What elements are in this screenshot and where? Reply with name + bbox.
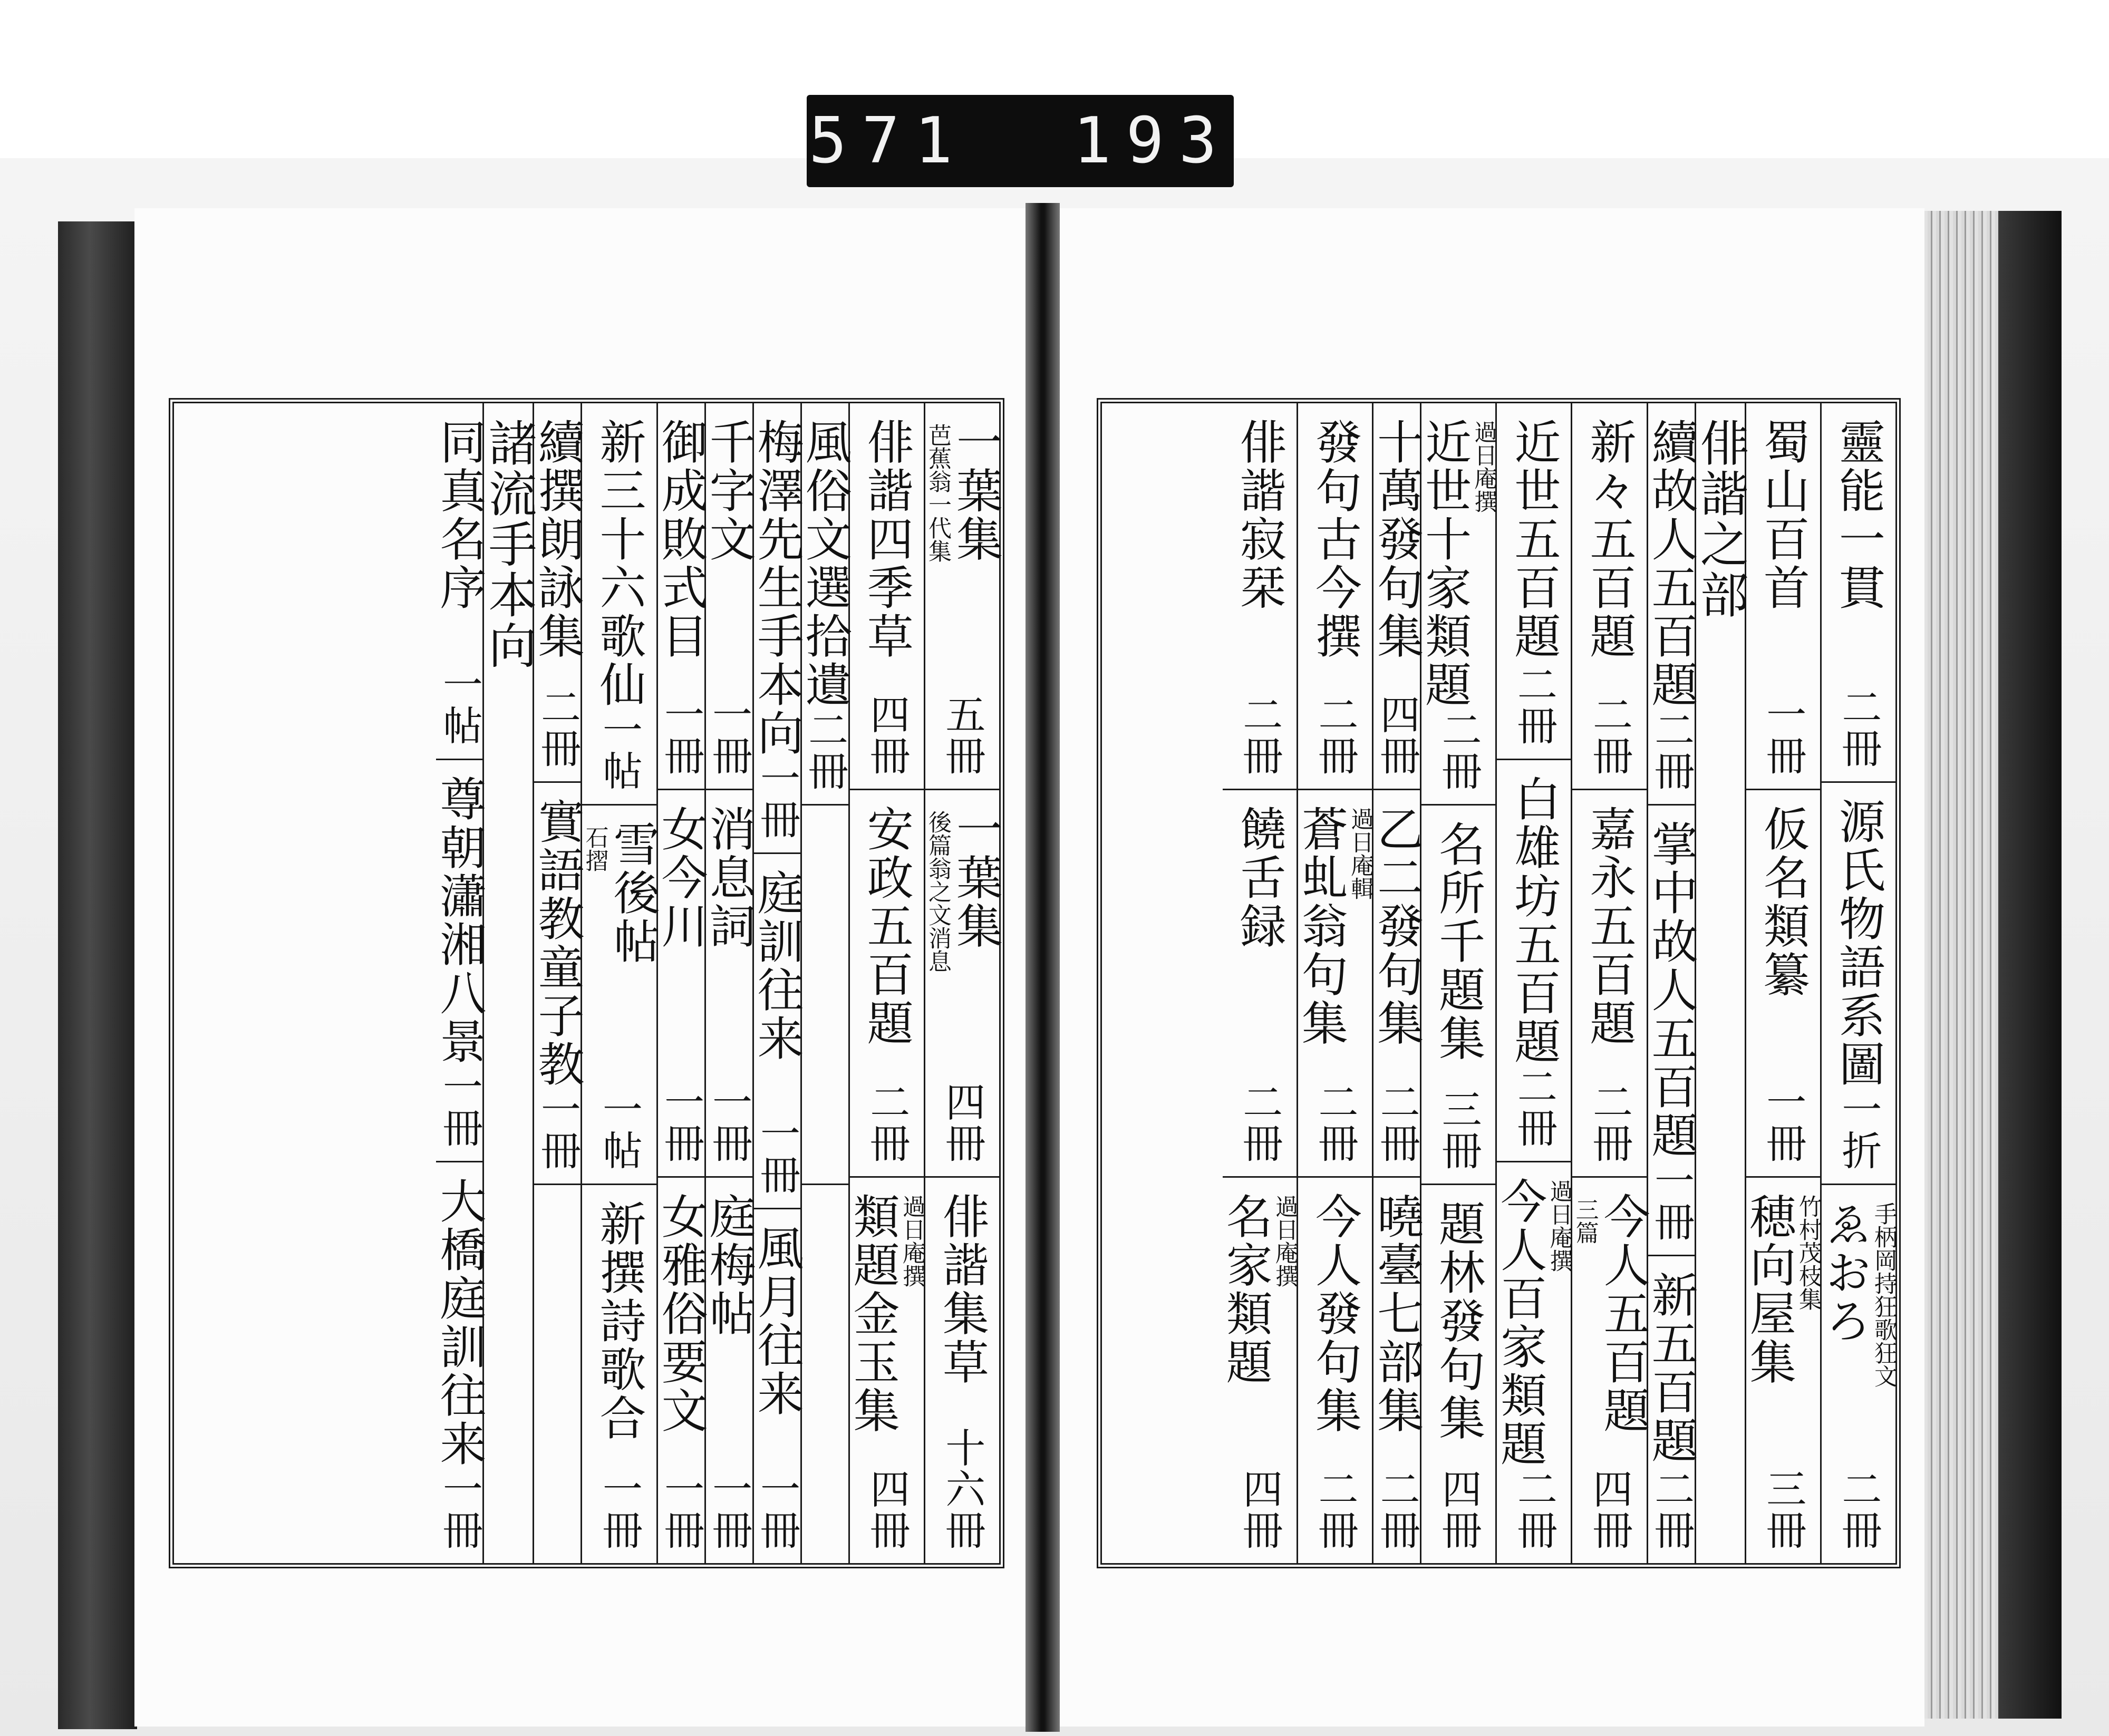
book-title: 名所千題集	[1431, 820, 1486, 1063]
volume-count: 一冊	[1759, 1081, 1807, 1163]
book-title: 庭訓往来	[750, 869, 805, 1063]
catalog-entry-cell	[654, 1178, 709, 1563]
volume-count: 二冊	[1511, 1066, 1558, 1148]
catalog-column	[750, 403, 805, 1563]
book-title: 穂向屋集	[1742, 1192, 1797, 1386]
book-title: 蒼虬翁句集	[1294, 805, 1349, 1048]
book-title: 俳諧四季草	[859, 418, 914, 661]
entry-compiler-note: 過日庵撰	[1545, 1179, 1573, 1272]
volume-count: 二冊	[1435, 709, 1483, 791]
catalog-entry-cell	[1572, 790, 1646, 1177]
catalog-entry	[432, 418, 487, 612]
catalog-entry	[1644, 418, 1699, 709]
catalog-entry-cell	[925, 1178, 999, 1563]
catalog-entry	[1431, 820, 1486, 1063]
catalog-entry-cell	[432, 403, 487, 760]
catalog-entry	[480, 418, 537, 671]
book-title-annotation: 後篇翁之文消息	[924, 810, 951, 973]
volume-count: 十六冊	[939, 1427, 986, 1550]
catalog-entry	[750, 1224, 805, 1418]
catalog-entry	[581, 820, 661, 966]
volume-count: 一帖	[596, 1089, 643, 1171]
catalog-entry-cell	[530, 783, 585, 1185]
volume-count: 二冊	[1835, 1468, 1882, 1550]
book-title: 類題金玉集	[846, 1192, 901, 1435]
book-title: 實語教童子教	[530, 798, 585, 1089]
book-title: 女雅俗要文	[654, 1192, 709, 1435]
catalog-entry-cell	[654, 790, 709, 1177]
catalog-entry	[1582, 418, 1637, 661]
catalog-entry-cell	[534, 1185, 581, 1563]
book-title: 乙二發句集	[1370, 805, 1425, 1048]
catalog-entry	[1831, 418, 1886, 612]
catalog-entry	[1418, 418, 1497, 709]
book-title: 今人百家類題	[1493, 1177, 1548, 1468]
catalog-entry	[1507, 775, 1562, 1066]
catalog-entry-cell	[1223, 790, 1297, 1177]
catalog-entry-cell	[582, 403, 656, 806]
book-title: 新々五百題	[1582, 418, 1637, 661]
book-title: 俳諧集草	[935, 1192, 990, 1386]
catalog-entry-cell	[1370, 1178, 1425, 1563]
catalog-entry-cell	[1421, 806, 1495, 1185]
book-title: 千字文	[702, 418, 757, 564]
volume-count: 二冊	[1236, 694, 1283, 777]
catalog-entry-cell	[924, 790, 1003, 1177]
catalog-column	[848, 403, 924, 1563]
section-heading: 俳諧之部	[1692, 418, 1749, 620]
volume-count: 一冊	[705, 1468, 753, 1550]
volume-count: 二冊	[801, 709, 849, 791]
catalog-entry	[654, 805, 709, 951]
catalog-entry	[1308, 1192, 1362, 1435]
catalog-entry	[530, 798, 585, 1089]
volume-count: 一冊	[753, 1468, 801, 1550]
volume-count: 二冊	[1373, 1081, 1421, 1163]
catalog-entry	[750, 869, 805, 1063]
catalog-entry-cell	[1817, 1185, 1897, 1563]
book-title: 大橋庭訓往来	[432, 1177, 487, 1468]
book-title: 尊朝瀟湘八景	[432, 775, 487, 1066]
catalog-entry-cell	[850, 403, 924, 790]
catalog-entry-cell	[1644, 403, 1699, 806]
book-title: 源氏物語系圖	[1831, 798, 1886, 1089]
volume-count: 一冊	[1759, 694, 1807, 777]
catalog-column	[1294, 403, 1374, 1563]
catalog-entry	[1582, 805, 1637, 1048]
catalog-entry-cell	[1223, 403, 1297, 790]
volume-count: 一冊	[1648, 1160, 1695, 1242]
catalog-entry	[1644, 1271, 1699, 1465]
entry-compiler-note: 竹村茂枝集	[1794, 1194, 1822, 1311]
book-title: 今人發句集	[1308, 1192, 1362, 1435]
book-title-annotation: 石摺	[581, 826, 608, 872]
volume-count: 一冊	[753, 758, 801, 840]
volume-count: 二冊	[863, 1081, 911, 1163]
catalog-entry-cell	[581, 806, 661, 1185]
catalog-entry	[654, 1192, 709, 1435]
catalog-entry	[432, 775, 487, 1066]
entry-compiler-note: 過日庵撰	[898, 1194, 925, 1287]
book-title: 雪後帖	[606, 820, 661, 966]
catalog-column	[702, 403, 757, 1563]
book-cover-left-edge	[58, 221, 137, 1729]
catalog-entry	[654, 418, 709, 661]
catalog-entry-cell	[702, 403, 757, 790]
catalog-entry	[1692, 418, 1749, 620]
book-title: 安政五百題	[859, 805, 914, 1048]
section-heading-cell	[1692, 403, 1749, 1563]
catalog-grid-right-page	[1097, 398, 1901, 1568]
catalog-entry	[702, 805, 757, 951]
catalog-column	[1218, 403, 1298, 1563]
catalog-entry-cell	[1418, 403, 1497, 806]
book-title: 新三十六歌仙	[592, 418, 647, 709]
book-title: 續故人五百題	[1644, 418, 1699, 709]
book-title: 蜀山百首	[1756, 418, 1811, 612]
catalog-entry	[1644, 820, 1699, 1160]
entry-compiler-note: 過日庵撰	[1271, 1194, 1298, 1287]
book-title: 近世十家類題	[1418, 418, 1473, 709]
volume-count: 一冊	[657, 1468, 705, 1550]
catalog-column	[654, 403, 709, 1563]
book-title: 今人五百題	[1596, 1192, 1651, 1435]
catalog-entry-cell	[1822, 783, 1895, 1185]
catalog-entry-cell	[750, 1209, 805, 1563]
catalog-entry	[432, 1177, 487, 1468]
book-title: 嘉永五百題	[1582, 805, 1637, 1048]
volume-count: 一冊	[705, 694, 753, 777]
catalog-entry-cell	[530, 403, 585, 783]
volume-count: 五冊	[939, 694, 986, 777]
volume-count: 一冊	[753, 1113, 801, 1195]
volume-count: 二冊	[1511, 664, 1558, 746]
book-title: 近世五百題	[1507, 418, 1562, 661]
book-title: 續撰朗詠集	[530, 418, 585, 661]
catalog-entry	[1370, 805, 1425, 1048]
volume-count: 四冊	[1236, 1468, 1283, 1550]
catalog-entry	[1218, 1192, 1298, 1386]
book-title: 一葉集	[949, 418, 1003, 564]
book-title-annotation: 芭蕉翁一代集	[924, 423, 951, 562]
catalog-entry	[702, 418, 757, 564]
book-title: 饒舌録	[1232, 805, 1287, 951]
book-title: 題林發句集	[1431, 1200, 1486, 1442]
catalog-entry	[1294, 805, 1374, 1048]
catalog-entry-cell	[1497, 403, 1571, 760]
catalog-entry	[1431, 1200, 1486, 1442]
book-title: 庭梅帖	[702, 1192, 757, 1338]
catalog-entry-cell	[1218, 1178, 1298, 1563]
book-title: 風月往来	[750, 1224, 805, 1418]
catalog-entry-cell	[1370, 790, 1425, 1177]
catalog-entry	[1493, 1177, 1573, 1468]
book-title: 御成敗式目	[654, 418, 709, 661]
book-title-annotation: 三篇	[1571, 1197, 1599, 1244]
volume-count: 二冊	[1835, 686, 1882, 769]
volume-count: 二冊	[1648, 1468, 1695, 1550]
catalog-entry	[1817, 1200, 1897, 1388]
catalog-entry-cell	[1746, 790, 1820, 1177]
catalog-entry-cell	[750, 403, 805, 854]
catalog-entry-cell	[1497, 760, 1571, 1162]
catalog-column	[432, 403, 487, 1563]
book-title: 白雄坊五百題	[1507, 775, 1562, 1066]
volume-count: 二冊	[1586, 694, 1633, 777]
catalog-entry	[702, 1192, 757, 1338]
catalog-entry-cell	[846, 1178, 925, 1563]
catalog-entry-cell	[432, 760, 487, 1162]
catalog-entry-cell	[582, 1185, 656, 1563]
book-title: 新五百題	[1644, 1271, 1699, 1465]
volume-count: 四冊	[863, 1468, 911, 1550]
catalog-entry	[1756, 805, 1811, 1000]
volume-count: 一帖	[436, 664, 483, 746]
book-title: 仮名類纂	[1756, 805, 1811, 1000]
catalog-column	[1495, 403, 1571, 1563]
book-page-edges-right	[1919, 211, 2062, 1719]
archive-label-number: 571 193	[809, 104, 1232, 178]
volume-count: 一冊	[436, 1066, 483, 1148]
catalog-entry	[1756, 418, 1811, 612]
catalog-entry	[859, 418, 914, 661]
catalog-entry-cell	[802, 806, 848, 1185]
catalog-entry-cell	[1644, 806, 1699, 1256]
volume-count: 一帖	[596, 709, 643, 791]
catalog-entry	[924, 805, 1003, 973]
catalog-entry	[1831, 798, 1886, 1089]
section-heading-cell	[480, 403, 537, 1563]
catalog-entry	[1742, 1192, 1822, 1386]
catalog-column	[924, 403, 1003, 1563]
catalog-entry	[530, 418, 585, 661]
volume-count: 一冊	[657, 694, 705, 777]
catalog-column	[1817, 403, 1897, 1563]
book-title: 靈能一貫	[1831, 418, 1886, 612]
volume-count: 二冊	[1648, 709, 1695, 791]
catalog-entry-cell	[1572, 403, 1646, 790]
catalog-entry	[1232, 805, 1287, 951]
book-title: 新撰詩歌合	[592, 1200, 647, 1442]
entry-compiler-note: 過日庵撰	[1470, 420, 1497, 513]
catalog-entry-cell	[1822, 403, 1895, 783]
catalog-entry-cell	[702, 1178, 757, 1563]
book-title: 梅澤先生手本向	[750, 418, 805, 758]
catalog-column	[1692, 403, 1749, 1563]
catalog-entry	[1507, 418, 1562, 661]
catalog-entry	[1571, 1192, 1651, 1435]
volume-count: 一折	[1835, 1089, 1882, 1171]
volume-count: 二冊	[1311, 1081, 1359, 1163]
catalog-entry	[1370, 1192, 1425, 1435]
catalog-entry	[592, 1200, 647, 1442]
catalog-entry	[924, 418, 1003, 564]
catalog-entry-cell	[924, 403, 1003, 790]
catalog-entry-cell	[802, 1185, 848, 1563]
catalog-entry-cell	[1493, 1162, 1573, 1563]
catalog-entry-cell	[1742, 1178, 1822, 1563]
catalog-column	[1742, 403, 1822, 1563]
catalog-entry	[1370, 418, 1425, 661]
section-heading: 諸流手本向	[480, 418, 537, 671]
archive-label-tag	[807, 95, 1234, 187]
volume-count: 四冊	[1373, 694, 1421, 777]
catalog-entry-cell	[1298, 403, 1372, 790]
catalog-column	[480, 403, 537, 1563]
volume-count: 一冊	[657, 1081, 705, 1163]
catalog-entry-cell	[432, 1162, 487, 1563]
volume-count: 四冊	[1586, 1468, 1633, 1550]
book-title: 掌中故人五百題	[1644, 820, 1699, 1160]
catalog-column	[530, 403, 585, 1563]
catalog-entry-cell	[1644, 1256, 1699, 1563]
catalog-entry-cell	[654, 403, 709, 790]
catalog-entry	[798, 418, 853, 709]
book-gutter	[1026, 203, 1060, 1732]
catalog-entry	[859, 805, 914, 1048]
volume-count: 三冊	[1759, 1468, 1807, 1550]
catalog-entry-cell	[1294, 790, 1374, 1177]
catalog-entry-cell	[850, 790, 924, 1177]
book-title: 消息詞	[702, 805, 757, 951]
book-title: ゑおろ	[1817, 1200, 1872, 1345]
book-title: 名家類題	[1218, 1192, 1273, 1386]
book-title: 一葉集	[949, 805, 1003, 951]
volume-count: 二冊	[1373, 1468, 1421, 1550]
volume-count: 二冊	[1311, 1468, 1359, 1550]
entry-compiler-note: 手柄岡持狂歌狂文	[1870, 1202, 1897, 1388]
catalog-column	[1571, 403, 1651, 1563]
catalog-entry	[935, 1192, 990, 1386]
catalog-column	[581, 403, 661, 1563]
book-title: 曉臺七部集	[1370, 1192, 1425, 1435]
catalog-entry	[1308, 418, 1362, 661]
catalog-entry	[750, 418, 805, 758]
volume-count: 一冊	[436, 1468, 483, 1550]
catalog-entry-cell	[1370, 403, 1425, 790]
catalog-entry-cell	[1746, 403, 1820, 790]
catalog-column	[1370, 403, 1425, 1563]
catalog-entry-cell	[750, 854, 805, 1209]
volume-count: 一冊	[534, 1089, 582, 1171]
catalog-entry-cell	[1298, 1178, 1372, 1563]
catalog-entry	[846, 1192, 925, 1435]
catalog-column	[1644, 403, 1699, 1563]
catalog-column	[798, 403, 853, 1563]
catalog-column	[1420, 403, 1495, 1563]
book-title: 同真名序	[432, 418, 487, 612]
catalog-grid-left-page	[169, 398, 1004, 1568]
book-title: 發句古今撰	[1308, 418, 1362, 661]
catalog-entry-cell	[702, 790, 757, 1177]
catalog-entry	[592, 418, 647, 709]
volume-count: 二冊	[1511, 1468, 1558, 1550]
catalog-entry-cell	[798, 403, 853, 806]
volume-count: 四冊	[863, 694, 911, 777]
book-title: 女今川	[654, 805, 709, 951]
book-title: 風俗文選拾遺	[798, 418, 853, 709]
volume-count: 三冊	[1435, 1089, 1483, 1171]
volume-count: 二冊	[1236, 1081, 1283, 1163]
volume-count: 一冊	[705, 1081, 753, 1163]
volume-count: 二冊	[1311, 694, 1359, 777]
book-cover-right-edge	[1998, 211, 2062, 1719]
book-title: 十萬發句集	[1370, 418, 1425, 661]
volume-count: 二冊	[534, 686, 582, 769]
catalog-entry	[1232, 418, 1287, 612]
book-title: 俳諧寂栞	[1232, 418, 1287, 612]
volume-count: 二冊	[1586, 1081, 1633, 1163]
volume-count: 四冊	[939, 1081, 986, 1163]
entry-compiler-note: 過日庵輯	[1347, 807, 1374, 900]
catalog-entry-cell	[1571, 1178, 1651, 1563]
volume-count: 一冊	[596, 1468, 643, 1550]
volume-count: 四冊	[1435, 1468, 1483, 1550]
catalog-entry-cell	[1421, 1185, 1495, 1563]
